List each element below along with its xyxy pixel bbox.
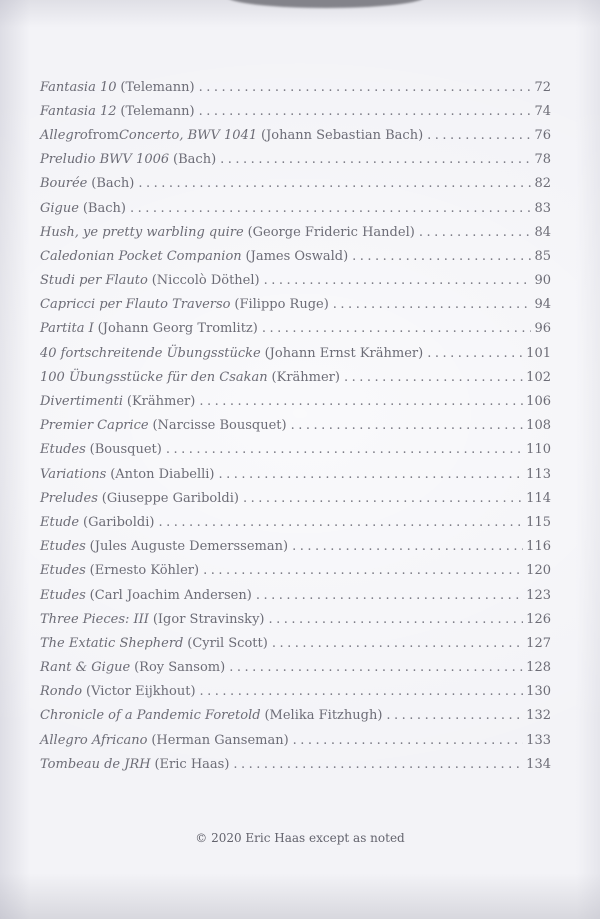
table-of-contents <box>40 75 551 776</box>
entry-title: Etudes <box>40 563 86 579</box>
entry-title-secondary: Concerto, BWV 1041 <box>118 127 258 143</box>
dot-leader <box>199 104 532 119</box>
dot-leader <box>229 660 523 675</box>
entry-page-number: 120 <box>526 563 551 579</box>
entry-title: Preludio BWV 1006 <box>40 152 170 168</box>
toc-entry <box>40 704 551 728</box>
entry-title: Caledonian Pocket Companion <box>40 248 242 264</box>
entry-attribution: (Carl Joachim Andersen) <box>89 587 252 603</box>
dot-leader <box>200 684 524 699</box>
entry-attribution: (Victor Eijkhout) <box>86 684 196 700</box>
entry-title: Capricci per Flauto Traverso <box>40 297 231 313</box>
entry-attribution: (Telemann) <box>120 79 195 95</box>
toc-entry <box>40 196 551 220</box>
entry-page-number: 76 <box>534 127 551 143</box>
entry-page-number: 130 <box>526 684 551 700</box>
entry-page-number: 106 <box>526 394 551 410</box>
entry-attribution: (Roy Sansom) <box>134 660 226 676</box>
entry-attribution: (Krähmer) <box>126 394 196 410</box>
entry-attribution: (Narcisse Bousquet) <box>152 418 287 434</box>
toc-entry <box>40 438 551 462</box>
entry-connector: from <box>87 127 119 143</box>
toc-entry <box>40 559 551 583</box>
toc-entry <box>40 389 551 413</box>
entry-title: Fantasia 12 <box>40 103 117 119</box>
entry-title: 100 Übungsstücke für den Csakan <box>40 369 268 385</box>
entry-attribution: (Bach) <box>91 176 135 192</box>
dot-leader <box>419 225 532 240</box>
entry-title: Etude <box>40 514 80 530</box>
copyright-notice: © 2020 Eric Haas except as noted <box>195 831 405 845</box>
dot-leader <box>243 491 523 506</box>
entry-attribution: (Krähmer) <box>271 369 340 385</box>
entry-attribution: (Johann Ernst Krähmer) <box>264 345 424 361</box>
dot-leader <box>344 370 523 385</box>
entry-page-number: 85 <box>534 248 551 264</box>
entry-page-number: 133 <box>526 732 551 748</box>
dot-leader <box>138 176 531 191</box>
entry-page-number: 74 <box>534 103 551 119</box>
entry-attribution: (Gariboldi) <box>83 514 155 530</box>
entry-page-number: 84 <box>534 224 551 240</box>
dot-leader <box>199 394 523 409</box>
toc-entry <box>40 293 551 317</box>
dot-leader <box>199 80 532 95</box>
entry-attribution: (Anton Diabelli) <box>110 466 215 482</box>
toc-entry <box>40 583 551 607</box>
entry-title: Bourée <box>40 176 88 192</box>
dot-leader <box>262 321 532 336</box>
toc-entry <box>40 172 551 196</box>
entry-title: Divertimenti <box>40 394 123 410</box>
entry-page-number: 110 <box>526 442 551 458</box>
entry-page-number: 126 <box>526 611 551 627</box>
toc-entry <box>40 365 551 389</box>
entry-page-number: 108 <box>526 418 551 434</box>
entry-page-number: 94 <box>534 297 551 313</box>
dot-leader <box>166 442 523 457</box>
dot-leader <box>130 201 532 216</box>
entry-title: Allegro Africano <box>40 732 148 748</box>
toc-entry <box>40 680 551 704</box>
entry-page-number: 132 <box>526 708 551 724</box>
entry-page-number: 114 <box>526 490 551 506</box>
entry-page-number: 90 <box>534 273 551 289</box>
dot-leader <box>386 708 523 723</box>
dot-leader <box>292 539 523 554</box>
toc-entry <box>40 607 551 631</box>
toc-entry <box>40 123 551 147</box>
entry-title: Tombeau de JRH <box>40 756 151 772</box>
entry-attribution: (George Frideric Handel) <box>247 224 415 240</box>
dot-leader <box>233 757 523 772</box>
dot-leader <box>293 733 524 748</box>
entry-attribution: (Melika Fitzhugh) <box>264 708 383 724</box>
toc-entry <box>40 462 551 486</box>
top-edge-shadow <box>227 0 425 8</box>
entry-page-number: 134 <box>526 756 551 772</box>
entry-title: Chronicle of a Pandemic Foretold <box>40 708 261 724</box>
entry-title: Studi per Flauto <box>40 273 148 289</box>
entry-title: Allegro <box>40 127 88 143</box>
toc-entry <box>40 244 551 268</box>
toc-entry <box>40 510 551 534</box>
dot-leader <box>333 297 532 312</box>
toc-entry <box>40 414 551 438</box>
dot-leader <box>272 636 523 651</box>
toc-entry <box>40 148 551 172</box>
entry-title: Hush, ye pretty warbling quire <box>40 224 244 240</box>
entry-attribution: (Johann Sebastian Bach) <box>261 127 424 143</box>
entry-title: Rondo <box>40 684 83 700</box>
entry-attribution: (James Oswald) <box>245 248 349 264</box>
entry-page-number: 96 <box>534 321 551 337</box>
toc-entry <box>40 631 551 655</box>
dot-leader <box>352 249 531 264</box>
entry-attribution: (Cyril Scott) <box>187 635 268 651</box>
entry-page-number: 128 <box>526 660 551 676</box>
entry-page-number: 82 <box>534 176 551 192</box>
toc-entry <box>40 75 551 99</box>
entry-title: Partita I <box>40 321 94 337</box>
entry-page-number: 113 <box>526 466 551 482</box>
dot-leader <box>268 612 523 627</box>
entry-title: Etudes <box>40 539 86 555</box>
entry-attribution: (Bousquet) <box>89 442 162 458</box>
entry-title: The Extatic Shepherd <box>40 635 184 651</box>
toc-entry <box>40 728 551 752</box>
toc-entry <box>40 341 551 365</box>
entry-attribution: (Herman Ganseman) <box>151 732 289 748</box>
entry-attribution: (Telemann) <box>120 103 195 119</box>
entry-page-number: 78 <box>534 152 551 168</box>
entry-title: Etudes <box>40 587 86 603</box>
entry-attribution: (Bach) <box>82 200 126 216</box>
dot-leader <box>264 273 532 288</box>
entry-page-number: 127 <box>526 635 551 651</box>
toc-entry <box>40 656 551 680</box>
entry-page-number: 115 <box>526 514 551 530</box>
toc-entry <box>40 752 551 776</box>
dot-leader <box>158 515 523 530</box>
entry-page-number: 116 <box>526 539 551 555</box>
dot-leader <box>203 563 523 578</box>
entry-title: Gigue <box>40 200 79 216</box>
entry-attribution: (Jules Auguste Demersseman) <box>89 539 289 555</box>
entry-title: Variations <box>40 466 107 482</box>
entry-attribution: (Filippo Ruge) <box>234 297 329 313</box>
toc-entry <box>40 535 551 559</box>
entry-page-number: 101 <box>526 345 551 361</box>
entry-attribution: (Ernesto Köhler) <box>89 563 200 579</box>
dot-leader <box>219 467 524 482</box>
entry-page-number: 102 <box>526 369 551 385</box>
entry-attribution: (Niccolò Döthel) <box>151 273 260 289</box>
dot-leader <box>291 418 524 433</box>
entry-attribution: (Eric Haas) <box>154 756 230 772</box>
entry-title: Three Pieces: III <box>40 611 149 627</box>
entry-page-number: 72 <box>534 79 551 95</box>
entry-page-number: 83 <box>534 200 551 216</box>
entry-title: Etudes <box>40 442 86 458</box>
entry-title: Preludes <box>40 490 98 506</box>
entry-title: 40 fortschreitende Übungsstücke <box>40 345 261 361</box>
toc-entry <box>40 486 551 510</box>
entry-title: Fantasia 10 <box>40 79 117 95</box>
entry-title: Rant & Gigue <box>40 660 131 676</box>
entry-page-number: 123 <box>526 587 551 603</box>
dot-leader <box>427 128 531 143</box>
entry-attribution: (Johann Georg Tromlitz) <box>97 321 258 337</box>
entry-attribution: (Giuseppe Gariboldi) <box>101 490 239 506</box>
entry-attribution: (Bach) <box>173 152 217 168</box>
dot-leader <box>427 346 523 361</box>
toc-entry <box>40 317 551 341</box>
toc-entry <box>40 220 551 244</box>
dot-leader <box>256 588 523 603</box>
toc-entry <box>40 99 551 123</box>
toc-entry <box>40 269 551 293</box>
entry-title: Premier Caprice <box>40 418 149 434</box>
dot-leader <box>220 152 531 167</box>
entry-attribution: (Igor Stravinsky) <box>152 611 265 627</box>
